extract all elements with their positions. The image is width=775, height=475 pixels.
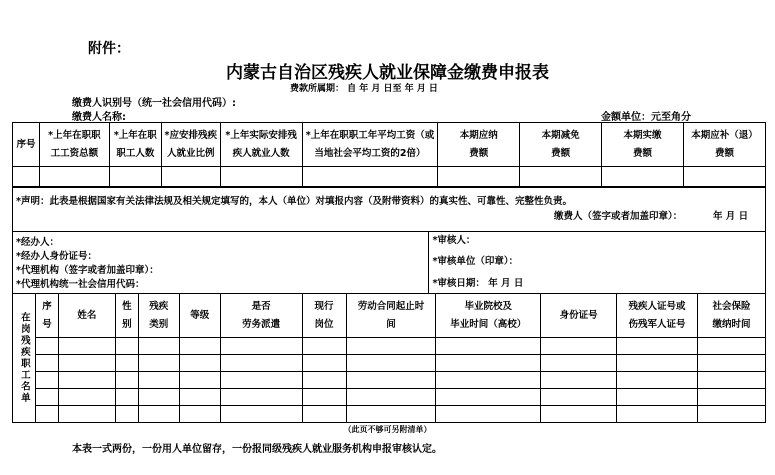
review-cell	[429, 232, 766, 294]
table1-header-line1: *上年在职	[113, 129, 157, 141]
staff-input-cell[interactable]	[302, 355, 346, 372]
review-date-label: *审核日期： 年 月 日	[432, 278, 524, 289]
staff-header-line1: 姓名	[77, 309, 97, 321]
payer-name-label: 缴费人名称:	[72, 112, 126, 123]
fee-input-cell[interactable]	[438, 167, 520, 187]
staff-header-6	[302, 294, 346, 338]
staff-input-cell[interactable]	[35, 406, 58, 423]
staff-input-cell[interactable]	[436, 389, 541, 406]
staff-input-cell[interactable]	[698, 372, 766, 389]
staff-input-cell[interactable]	[436, 355, 541, 372]
staff-input-cell[interactable]	[115, 372, 138, 389]
staff-row	[13, 338, 766, 355]
staff-header-5	[220, 294, 302, 338]
declaration-cell	[13, 188, 766, 232]
staff-header-line1: 劳动合同起止时	[357, 300, 425, 312]
staff-header-1	[58, 294, 115, 338]
staff-header-0	[35, 294, 58, 338]
handler-label: *经办人：	[16, 237, 59, 248]
staff-header-line1: 残疾人证号或	[628, 300, 686, 312]
table1-header-line1: 本期应补（退）	[691, 129, 758, 141]
staff-input-cell[interactable]	[617, 338, 698, 355]
staff-header-3	[138, 294, 179, 338]
table1-header-line1: *上年在职职	[48, 129, 101, 141]
staff-input-cell[interactable]	[115, 406, 138, 423]
staff-input-cell[interactable]	[35, 389, 58, 406]
fee-input-cell[interactable]	[13, 167, 40, 187]
staff-input-cell[interactable]	[698, 389, 766, 406]
table1-header-line1: *应安排残疾	[164, 129, 217, 141]
staff-input-cell[interactable]	[179, 406, 220, 423]
staff-input-cell[interactable]	[436, 338, 541, 355]
staff-header-line2: 伤残军人证号	[628, 318, 686, 330]
staff-header-line2: 号	[42, 318, 52, 330]
staff-input-cell[interactable]	[698, 338, 766, 355]
table1-header-6	[438, 123, 520, 167]
fee-input-cell[interactable]	[220, 167, 302, 187]
staff-input-cell[interactable]	[617, 389, 698, 406]
staff-header-line2: 类别	[149, 318, 169, 330]
staff-header-4	[179, 294, 220, 338]
payer-id-label: 缴费人识别号（统一社会信用代码）:	[72, 98, 236, 109]
declaration-signer: 缴费人（签字或者加盖印章）：	[554, 211, 683, 222]
staff-input-cell[interactable]	[346, 355, 436, 372]
fee-input-cell[interactable]	[161, 167, 220, 187]
attachment-label: 附件：	[88, 41, 130, 57]
table1-header-line2: 疾人就业人数	[232, 147, 290, 159]
staff-header-2	[115, 294, 138, 338]
staff-input-cell[interactable]	[58, 355, 115, 372]
staff-input-cell[interactable]	[220, 406, 302, 423]
agent-review-box	[12, 231, 766, 294]
staff-input-cell[interactable]	[138, 338, 179, 355]
table1-header-line2: 工工资总额	[50, 147, 99, 159]
staff-header-line1: 性	[122, 300, 132, 312]
staff-header-10	[617, 294, 698, 338]
table1-header-line1: *上年在职职工年平均工资（或	[305, 129, 435, 141]
staff-input-cell[interactable]	[220, 372, 302, 389]
staff-input-cell[interactable]	[698, 355, 766, 372]
table1-header-5	[302, 123, 438, 167]
declaration-box	[12, 187, 766, 232]
staff-input-cell[interactable]	[138, 355, 179, 372]
staff-input-cell[interactable]	[436, 406, 541, 423]
staff-input-cell[interactable]	[541, 406, 617, 423]
staff-header-line1: 现行	[314, 300, 334, 312]
table1-header-line1: 序号	[16, 138, 36, 150]
fee-input-cell[interactable]	[302, 167, 438, 187]
staff-input-cell[interactable]	[617, 406, 698, 423]
staff-input-cell[interactable]	[617, 355, 698, 372]
table1-header-0	[13, 123, 40, 167]
staff-input-cell[interactable]	[346, 389, 436, 406]
staff-input-cell[interactable]	[115, 389, 138, 406]
table1-header-line2: 职工人数	[116, 147, 155, 159]
staff-header-line2: 间	[386, 318, 396, 330]
staff-header-line1: 等级	[190, 309, 210, 321]
staff-input-cell[interactable]	[617, 372, 698, 389]
staff-header-line2: 岗位	[314, 318, 334, 330]
staff-input-cell[interactable]	[346, 372, 436, 389]
staff-row	[13, 355, 766, 372]
table1-header-line2: 人就业比例	[166, 147, 215, 159]
declaration-date: 年 月 日	[713, 211, 749, 222]
fee-data-row	[13, 167, 766, 187]
agent-cell	[13, 232, 429, 294]
period-line: 费款所属期： 自 年 月 日至 年 月 日	[290, 84, 438, 94]
staff-header-line1: 序	[42, 300, 52, 312]
table1-header-4	[220, 123, 302, 167]
reviewer-label: *审核人：	[432, 235, 476, 246]
table1-header-line1: 本期应纳	[459, 129, 498, 141]
fee-input-cell[interactable]	[109, 167, 161, 187]
staff-input-cell[interactable]	[220, 355, 302, 372]
fee-input-cell[interactable]	[520, 167, 602, 187]
declaration-text: *声明：此表是根据国家有关法律法规及相关规定填写的，本人（单位）对填报内容（及附带资料）的真实性、可靠性、完整性负责。	[16, 196, 572, 207]
staff-input-cell[interactable]	[35, 355, 58, 372]
staff-input-cell[interactable]	[698, 406, 766, 423]
staff-input-cell[interactable]	[35, 338, 58, 355]
staff-header-line1: 身份证号	[559, 309, 598, 321]
table1-header-9	[684, 123, 766, 167]
staff-header-9	[541, 294, 617, 338]
review-unit-label: *审核单位（印章）：	[432, 256, 519, 267]
agency-label: *代理机构（签字或者加盖印章）：	[16, 265, 159, 276]
staff-input-cell[interactable]	[35, 372, 58, 389]
table1-header-line2: 当地社会平均工资的2倍）	[314, 147, 426, 159]
staff-table	[12, 293, 766, 423]
staff-input-cell[interactable]	[58, 406, 115, 423]
staff-input-cell[interactable]	[115, 338, 138, 355]
staff-header-line2: 劳务派遣	[242, 318, 281, 330]
staff-header-row	[13, 294, 766, 338]
staff-input-cell[interactable]	[541, 338, 617, 355]
staff-input-cell[interactable]	[346, 338, 436, 355]
staff-side-text: 在岗残疾职工名单	[18, 312, 30, 404]
staff-input-cell[interactable]	[541, 372, 617, 389]
staff-input-cell[interactable]	[302, 372, 346, 389]
fee-header-row	[13, 123, 766, 167]
table1-header-2	[109, 123, 161, 167]
staff-header-7	[346, 294, 436, 338]
staff-header-11	[698, 294, 766, 338]
handler-id-label: *经办人身份证号：	[16, 251, 97, 262]
table1-header-1	[39, 123, 109, 167]
staff-input-cell[interactable]	[115, 355, 138, 372]
fee-table	[12, 122, 766, 187]
staff-input-cell[interactable]	[179, 372, 220, 389]
staff-header-line1: 残疾	[149, 300, 169, 312]
table1-header-line2: 费额	[633, 147, 653, 159]
staff-header-8	[436, 294, 541, 338]
staff-input-cell[interactable]	[138, 406, 179, 423]
staff-input-cell[interactable]	[179, 389, 220, 406]
staff-input-cell[interactable]	[58, 338, 115, 355]
staff-header-line2: 缴纳时间	[712, 318, 751, 330]
staff-input-cell[interactable]	[58, 389, 115, 406]
staff-row	[13, 406, 766, 423]
staff-input-cell[interactable]	[220, 338, 302, 355]
form-title: 内蒙古自治区残疾人就业保障金缴费申报表	[226, 63, 549, 83]
table1-header-line1: 本期实缴	[623, 129, 662, 141]
table1-header-line2: 费额	[469, 147, 489, 159]
fee-input-cell[interactable]	[684, 167, 766, 187]
page-note: （此页不够可另附清单）	[343, 425, 432, 434]
staff-input-cell[interactable]	[179, 338, 220, 355]
staff-input-cell[interactable]	[179, 355, 220, 372]
staff-input-cell[interactable]	[346, 406, 436, 423]
fee-input-cell[interactable]	[602, 167, 684, 187]
staff-header-line1: 社会保险	[712, 300, 751, 312]
staff-header-line1: 是否	[251, 300, 271, 312]
staff-input-cell[interactable]	[220, 389, 302, 406]
staff-input-cell[interactable]	[436, 372, 541, 389]
table1-header-line2: 费额	[714, 147, 734, 159]
table1-header-7	[520, 123, 602, 167]
agency-code-label: *代理机构统一社会信用代码：	[16, 279, 145, 290]
staff-input-cell[interactable]	[138, 372, 179, 389]
amount-unit-label: 金额单位：元至角分	[601, 112, 691, 123]
staff-header-line2: 毕业时间（高校）	[450, 318, 527, 330]
table1-header-8	[602, 123, 684, 167]
footer-note: 本表一式两份，一份用人单位留存，一份报同级残疾人就业服务机构申报审核认定。	[72, 444, 442, 455]
staff-input-cell[interactable]	[541, 355, 617, 372]
fee-input-cell[interactable]	[39, 167, 109, 187]
staff-header-line1: 毕业院校及	[464, 300, 513, 312]
table1-header-line2: 费额	[551, 147, 571, 159]
staff-input-cell[interactable]	[138, 389, 179, 406]
staff-row	[13, 389, 766, 406]
staff-side-label	[13, 294, 36, 423]
table1-header-3	[161, 123, 220, 167]
staff-input-cell[interactable]	[302, 389, 346, 406]
staff-input-cell[interactable]	[302, 406, 346, 423]
staff-input-cell[interactable]	[58, 372, 115, 389]
staff-row	[13, 372, 766, 389]
table1-header-line1: *上年实际安排残	[225, 129, 297, 141]
staff-input-cell[interactable]	[541, 389, 617, 406]
staff-header-line2: 别	[122, 318, 132, 330]
staff-input-cell[interactable]	[302, 338, 346, 355]
table1-header-line1: 本期减免	[541, 129, 580, 141]
